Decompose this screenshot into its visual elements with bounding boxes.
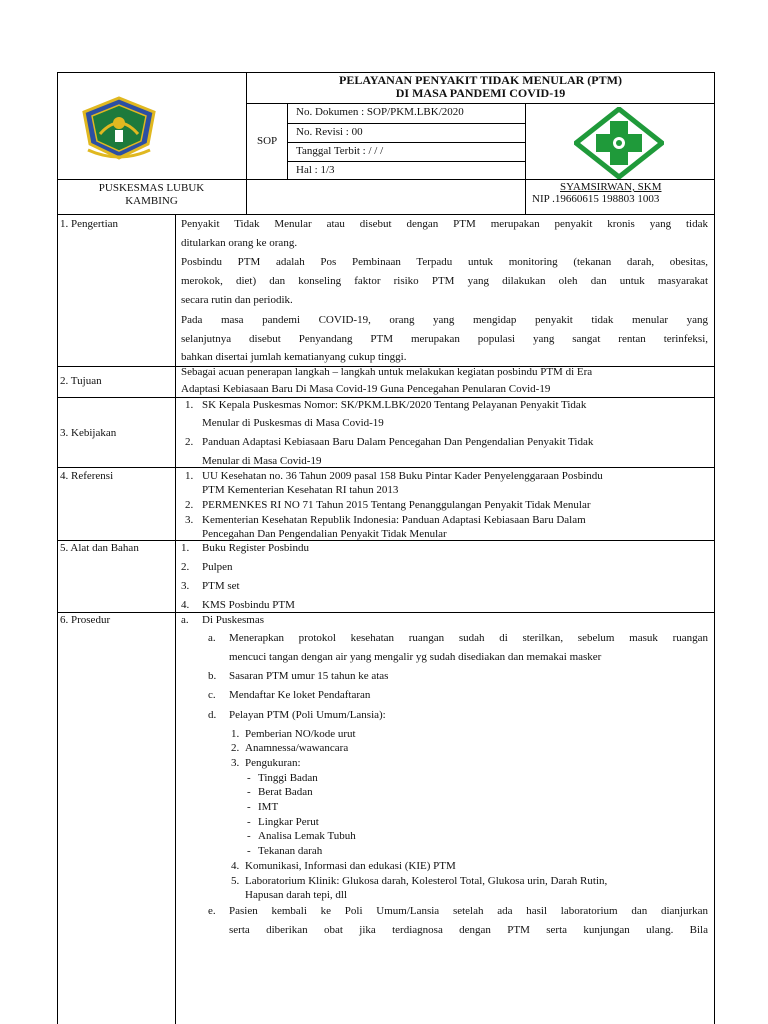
- pengertian-line-4: merokok, diet) dan konseling faktor risiko PTM yang dilakukan oleh dan untuk masyarakat: [181, 275, 708, 287]
- prosedur-b-text: Sasaran PTM umur 15 tahun ke atas: [229, 670, 389, 682]
- measure-item-1: Tinggi Badan: [258, 772, 318, 784]
- d-step-5-line-2: Hapusan darah tepi, dll: [245, 889, 348, 901]
- label-kebijakan: 3. Kebijakan: [60, 427, 117, 439]
- signer-name: SYAMSIRWAN, SKM: [560, 181, 662, 193]
- measure-item-3: IMT: [258, 801, 279, 813]
- prosedur-d-num: d.: [208, 709, 217, 721]
- prosedur-a-line-1: Menerapkan protokol kesehatan ruangan sudah di sterilkan, sebelum masuk ruangan: [229, 632, 708, 644]
- alat-num-4: 4.: [181, 599, 190, 611]
- measure-item-2: Berat Badan: [258, 786, 313, 798]
- prosedur-d-text: Pelayan PTM (Poli Umum/Lansia):: [229, 709, 386, 721]
- alat-num-2: 2.: [181, 561, 190, 573]
- measure-dash-1: -: [247, 772, 251, 784]
- pengertian-line-2: ditularkan orang ke orang.: [181, 237, 298, 249]
- signer-nip: NIP .19660615 198803 1003: [532, 193, 660, 205]
- d-step-3: Pengukuran:: [245, 757, 301, 769]
- referensi-item-3-line-1: Kementerian Kesehatan Republik Indonesia: Panduan Adaptasi Kebiasaan Baru Dalam: [202, 514, 586, 526]
- title-line-2: DI MASA PANDEMI COVID-19: [395, 86, 566, 100]
- pengertian-line-6: Pada masa pandemi COVID-19, orang yang mengidap penyakit tidak menular yang: [181, 314, 708, 326]
- d-step-num-2: 2.: [231, 742, 240, 754]
- kebijakan-item-2-line-1: Panduan Adaptasi Kebiasaan Baru Dalam Pencegahan Dan Pengendalian Penyakit Tidak: [202, 436, 594, 448]
- issue-date: Tanggal Terbit : / / /: [296, 145, 384, 157]
- org-name-line-1: PUSKESMAS LUBUK: [98, 182, 205, 194]
- measure-dash-6: -: [247, 845, 251, 857]
- d-step-4: Komunikasi, Informasi dan edukasi (KIE) PTM: [245, 860, 456, 872]
- prosedur-a-num: a.: [208, 632, 216, 644]
- doc-number: No. Dokumen : SOP/PKM.LBK/2020: [296, 106, 464, 118]
- referensi-item-1-line-1: UU Kesehatan no. 36 Tahun 2009 pasal 158 Buku Pintar Kader Penyelenggaraan Posbindu: [202, 470, 603, 482]
- referensi-item-1-line-2: PTM Kementerian Kesehatan RI tahun 2013: [202, 484, 399, 496]
- regency-crest-icon: [78, 92, 160, 162]
- d-step-num-5: 5.: [231, 875, 240, 887]
- kebijakan-item-2-line-2: Menular di Masa Covid-19: [202, 455, 322, 467]
- kebijakan-num-1: 1.: [185, 399, 194, 411]
- prosedur-e-num: e.: [208, 905, 216, 917]
- sop-label: SOP: [257, 135, 278, 147]
- measure-item-4: Lingkar Perut: [258, 816, 319, 828]
- prosedur-e-line-1: Pasien kembali ke Poli Umum/Lansia setelah ada hasil laboratorium dan dianjurkan: [229, 905, 708, 917]
- kebijakan-num-2: 2.: [185, 436, 194, 448]
- alat-item-2: Pulpen: [202, 561, 233, 573]
- kebijakan-item-1-line-2: Menular di Puskesmas di Masa Covid-19: [202, 417, 384, 429]
- measure-dash-2: -: [247, 786, 251, 798]
- prosedur-heading-num: a.: [181, 614, 189, 626]
- prosedur-c-text: Mendaftar Ke loket Pendaftaran: [229, 689, 371, 701]
- measure-dash-5: -: [247, 830, 251, 842]
- referensi-item-2-line-1: PERMENKES RI NO 71 Tahun 2015 Tentang Penanggulangan Penyakit Tidak Menular: [202, 499, 591, 511]
- measure-item-5: Analisa Lemak Tubuh: [258, 830, 356, 842]
- prosedur-b-num: b.: [208, 670, 217, 682]
- referensi-num-1: 1.: [185, 470, 194, 482]
- label-prosedur: 6. Prosedur: [60, 614, 111, 626]
- referensi-item-3-line-2: Pencegahan Dan Pengendalian Penyakit Tidak Menular: [202, 528, 447, 540]
- org-name-line-2: KAMBING: [125, 195, 178, 207]
- label-alat-bahan: 5. Alat dan Bahan: [60, 542, 139, 554]
- measure-item-6: Tekanan darah: [258, 845, 323, 857]
- alat-num-1: 1.: [181, 542, 190, 554]
- d-step-num-4: 4.: [231, 860, 240, 872]
- puskesmas-green-cross-icon: [574, 107, 664, 179]
- kebijakan-item-1-line-1: SK Kepala Puskesmas Nomor: SK/PKM.LBK/2020 Tentang Pelayanan Penyakit Tidak: [202, 399, 587, 411]
- pengertian-line-7: selanjutnya disebut Penyandang PTM merupakan populasi yang sangat rentan terinfeksi,: [181, 333, 708, 345]
- prosedur-e-line-2: serta diberikan obat jika terdiagnosa dengan PTM serta kunjungan ulang. Bila: [229, 924, 708, 936]
- alat-num-3: 3.: [181, 580, 190, 592]
- d-step-2: Anamnessa/wawancara: [245, 742, 349, 754]
- prosedur-heading: Di Puskesmas: [202, 614, 265, 626]
- tujuan-line-2: Adaptasi Kebiasaan Baru Di Masa Covid-19 Guna Pencegahan Penularan Covid-19: [181, 383, 551, 395]
- label-tujuan: 2. Tujuan: [60, 375, 102, 387]
- tujuan-line-1: Sebagai acuan penerapan langkah – langkah untuk melakukan kegiatan posbindu PTM di Era: [181, 366, 593, 378]
- measure-dash-3: -: [247, 801, 251, 813]
- d-step-num-1: 1.: [231, 728, 240, 740]
- prosedur-a-line-2: mencuci tangan dengan air yang mengalir yg sudah disediakan dan memakai masker: [229, 651, 602, 663]
- pengertian-line-1: Penyakit Tidak Menular atau disebut dengan PTM merupakan penyakit kronis yang tidak: [181, 218, 708, 230]
- label-referensi: 4. Referensi: [60, 470, 114, 482]
- measure-dash-4: -: [247, 816, 251, 828]
- d-step-num-3: 3.: [231, 757, 240, 769]
- referensi-num-3: 3.: [185, 514, 194, 526]
- alat-item-4: KMS Posbindu PTM: [202, 599, 295, 611]
- pengertian-line-5: secara rutin dan periodik.: [181, 294, 293, 306]
- alat-item-1: Buku Register Posbindu: [202, 542, 309, 554]
- title-line-1: PELAYANAN PENYAKIT TIDAK MENULAR (PTM): [339, 73, 622, 87]
- label-pengertian: 1. Pengertian: [60, 218, 119, 230]
- page-number: Hal : 1/3: [296, 164, 335, 176]
- pengertian-line-3: Posbindu PTM adalah Pos Pembinaan Terpadu untuk monitoring (tekanan darah, obesitas,: [181, 256, 708, 268]
- referensi-num-2: 2.: [185, 499, 194, 511]
- revision-number: No. Revisi : 00: [296, 126, 363, 138]
- pengertian-line-8: bahkan disertai jumlah kematianyang cukup tinggi.: [181, 351, 407, 363]
- alat-item-3: PTM set: [202, 580, 240, 592]
- prosedur-c-num: c.: [208, 689, 216, 701]
- d-step-1: Pemberian NO/kode urut: [245, 728, 356, 740]
- d-step-5-line-1: Laboratorium Klinik: Glukosa darah, Kolesterol Total, Glukosa urin, Darah Rutin,: [245, 875, 608, 887]
